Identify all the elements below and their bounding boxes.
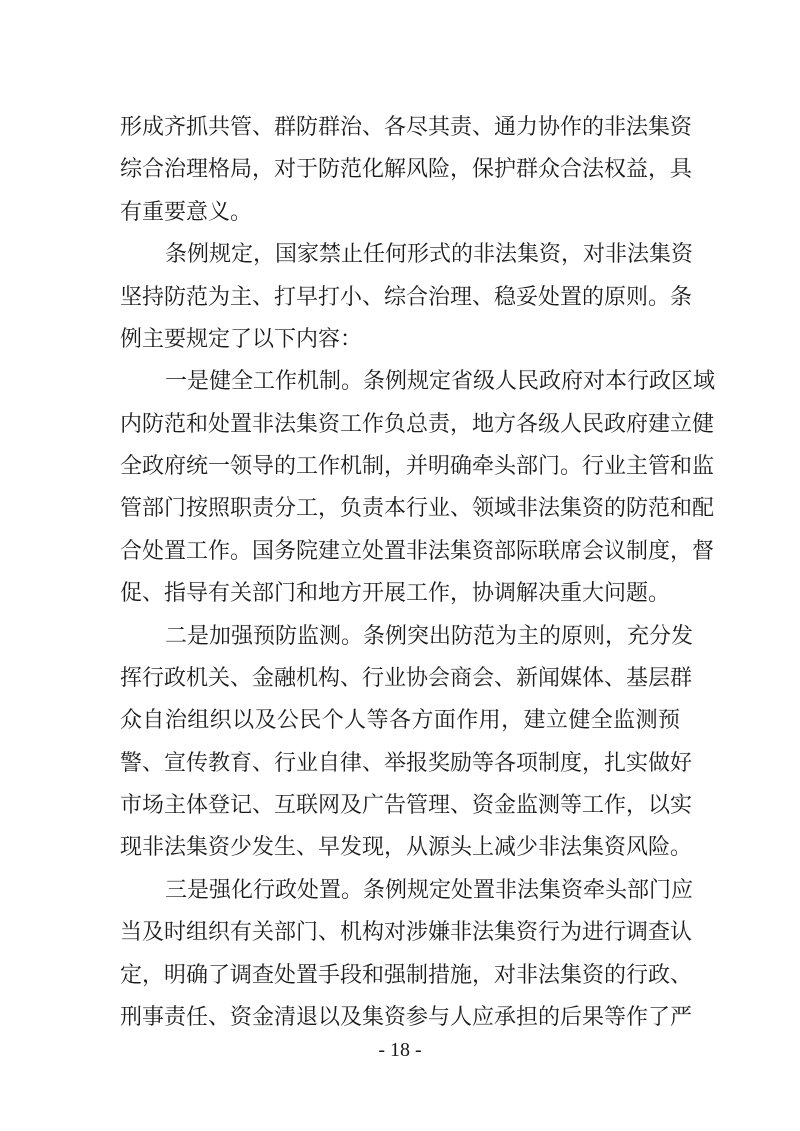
text-line-10: 管部门按照职责分工，负责本行业、领域非法集资的防范和配 — [120, 496, 715, 521]
text-line-7: 一是健全工作机制。条例规定省级人民政府对本行政区域 — [165, 369, 716, 394]
text-line-21: 定，明确了调查处置手段和强制措施，对非法集资的行政、 — [120, 963, 693, 988]
text-line-1: 形成齐抓共管、群防群治、各尽其责、通力协作的非法集资 — [120, 115, 693, 140]
text-line-20: 当及时组织有关部门、机构对涉嫌非法集资行为进行调查认 — [120, 920, 693, 945]
text-line-22: 刑事责任、资金清退以及集资参与人应承担的后果等作了严 — [120, 1005, 693, 1030]
text-line-3: 有重要意义。 — [120, 200, 253, 225]
text-line-8: 内防范和处置非法集资工作负总责，地方各级人民政府建立健 — [120, 412, 715, 437]
text-line-19: 三是强化行政处置。条例规定处置非法集资牵头部门应 — [165, 878, 694, 903]
text-line-2: 综合治理格局，对于防范化解风险，保护群众合法权益，具 — [120, 157, 693, 182]
text-line-15: 众自治组织以及公民个人等各方面作用，建立健全监测预 — [120, 708, 680, 733]
text-line-9: 全政府统一领导的工作机制，并明确牵头部门。行业主管和监 — [120, 454, 715, 479]
text-line-6: 例主要规定了以下内容： — [120, 327, 363, 352]
text-line-13: 二是加强预防监测。条例突出防范为主的原则，充分发 — [165, 624, 694, 649]
text-line-12: 促、指导有关部门和地方开展工作，协调解决重大问题。 — [120, 581, 671, 606]
text-line-4: 条例规定，国家禁止任何形式的非法集资，对非法集资 — [165, 242, 694, 267]
text-line-11: 合处置工作。国务院建立处置非法集资部际联席会议制度，督 — [120, 539, 715, 564]
text-line-5: 坚持防范为主、打早打小、综合治理、稳妥处置的原则。条 — [120, 285, 693, 310]
page-number: - 18 - — [378, 1039, 422, 1061]
text-line-17: 市场主体登记、互联网及广告管理、资金监测等工作，以实 — [120, 793, 693, 818]
text-line-16: 警、宣传教育、行业自律、举报奖励等各项制度，扎实做好 — [120, 751, 693, 776]
text-line-18: 现非法集资少发生、早发现，从源头上减少非法集资风险。 — [120, 835, 693, 860]
text-line-14: 挥行政机关、金融机构、行业协会商会、新闻媒体、基层群 — [120, 666, 693, 691]
